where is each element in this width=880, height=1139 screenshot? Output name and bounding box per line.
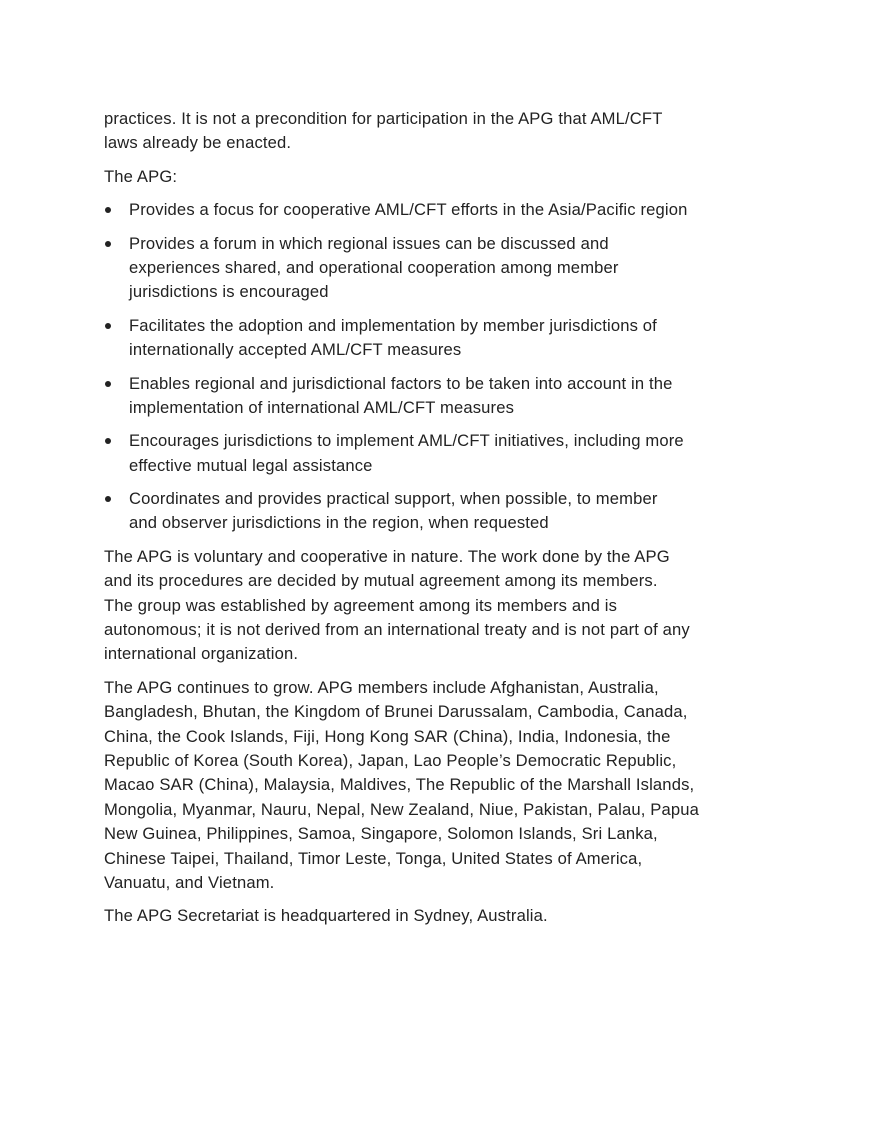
- text-line: jurisdictions is encouraged: [129, 282, 329, 302]
- text-line: The APG is voluntary and cooperative in nature. The work done by the APG: [104, 546, 670, 566]
- text-line: Enables regional and jurisdictional factors to be taken into account in the: [129, 373, 673, 393]
- text-line: Bangladesh, Bhutan, the Kingdom of Brunei Darussalam, Cambodia, Canada,: [104, 702, 688, 722]
- bullet-icon: [105, 381, 111, 387]
- text-line: international organization.: [104, 644, 299, 664]
- paragraph: [104, 165, 804, 189]
- bullet-list: [104, 198, 804, 536]
- bullet-icon: [105, 323, 111, 329]
- bullet-icon: [105, 207, 111, 213]
- text-line: New Guinea, Philippines, Samoa, Singapore, Solomon Islands, Sri Lanka,: [104, 824, 658, 844]
- bullet-item: [104, 314, 804, 363]
- paragraph: [104, 545, 804, 667]
- text-line: Provides a focus for cooperative AML/CFT efforts in the Asia/Pacific region: [129, 200, 688, 220]
- bullet-item: [104, 232, 804, 305]
- text-line: laws already be enacted.: [104, 133, 292, 153]
- text-line: internationally accepted AML/CFT measures: [129, 340, 462, 360]
- text-line: Provides a forum in which regional issues can be discussed and: [129, 233, 609, 253]
- text-line: Coordinates and provides practical support, when possible, to member: [129, 489, 658, 509]
- bullet-item: [104, 198, 804, 222]
- text-line: The APG:: [104, 166, 178, 186]
- paragraph: [104, 676, 804, 896]
- text-line: The APG Secretariat is headquartered in Sydney, Australia.: [104, 906, 548, 926]
- text-line: Macao SAR (China), Malaysia, Maldives, The Republic of the Marshall Islands,: [104, 775, 695, 795]
- text-line: and its procedures are decided by mutual agreement among its members.: [104, 571, 658, 591]
- text-line: Mongolia, Myanmar, Nauru, Nepal, New Zealand, Niue, Pakistan, Palau, Papua: [104, 799, 699, 819]
- bullet-icon: [105, 438, 111, 444]
- text-line: Vanuatu, and Vietnam.: [104, 872, 275, 892]
- text-line: The group was established by agreement among its members and is: [104, 595, 618, 615]
- bullet-item: [104, 487, 804, 536]
- text-line: Republic of Korea (South Korea), Japan, Lao People’s Democratic Republic,: [104, 750, 677, 770]
- text-line: The APG continues to grow. APG members include Afghanistan, Australia,: [104, 677, 659, 697]
- text-line: and observer jurisdictions in the region, when requested: [129, 513, 549, 533]
- bullet-item: [104, 372, 804, 421]
- bullet-item: [104, 429, 804, 478]
- text-line: Chinese Taipei, Thailand, Timor Leste, Tonga, United States of America,: [104, 848, 643, 868]
- paragraph: [104, 904, 804, 928]
- document-page: [104, 107, 804, 938]
- text-line: effective mutual legal assistance: [129, 455, 373, 475]
- text-line: Encourages jurisdictions to implement AML/CFT initiatives, including more: [129, 431, 684, 451]
- text-line: autonomous; it is not derived from an international treaty and is not part of any: [104, 620, 690, 640]
- text-line: practices. It is not a precondition for participation in the APG that AML/CFT: [104, 109, 663, 128]
- text-line: China, the Cook Islands, Fiji, Hong Kong SAR (China), India, Indonesia, the: [104, 726, 671, 746]
- text-line: implementation of international AML/CFT measures: [129, 397, 515, 417]
- text-line: experiences shared, and operational cooperation among member: [129, 257, 619, 277]
- paragraph: [104, 107, 804, 156]
- text-line: Facilitates the adoption and implementation by member jurisdictions of: [129, 315, 657, 335]
- bullet-icon: [105, 496, 111, 502]
- bullet-icon: [105, 241, 111, 247]
